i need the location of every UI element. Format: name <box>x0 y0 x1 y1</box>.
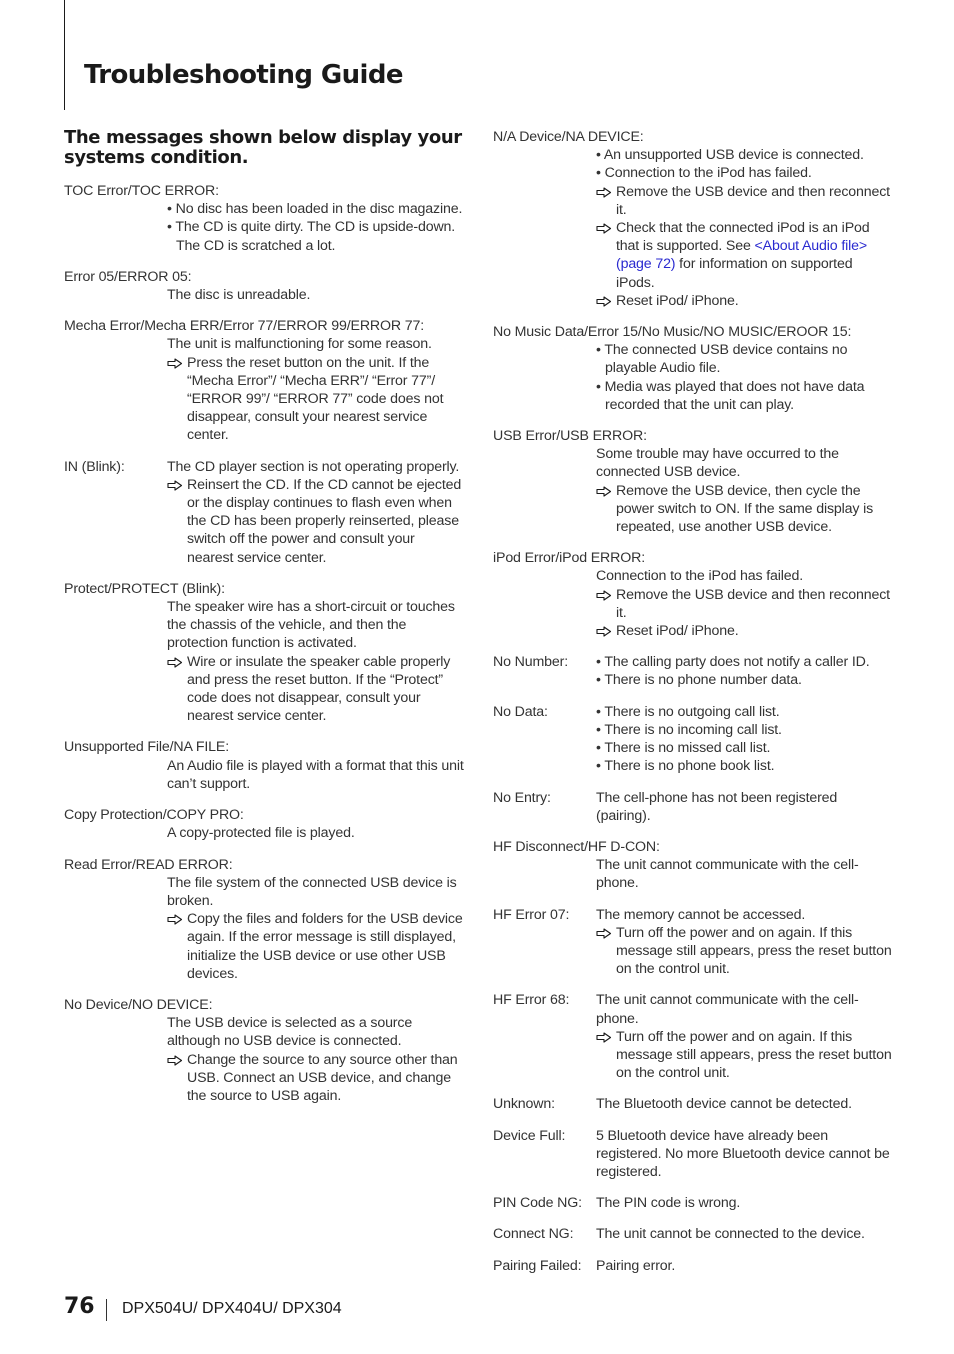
message-label: HF Error 07: <box>493 906 570 923</box>
page-number: 76 <box>64 1294 95 1319</box>
remedy-step <box>167 354 464 445</box>
message-entry <box>64 317 464 444</box>
remedy-step <box>167 653 464 726</box>
cause-bullet: • There is no phone book list. <box>596 758 775 775</box>
message-label: Connect NG: <box>493 1226 574 1243</box>
message-entry <box>493 1194 893 1212</box>
remedy-text: Reset iPod/ iPhone. <box>616 623 739 640</box>
message-description <box>167 874 464 983</box>
cause-bullet: • The connected USB device contains no playable Audio file. <box>596 342 848 377</box>
remedy-step <box>167 910 464 983</box>
remedy-step <box>596 292 893 310</box>
message-entry <box>64 738 464 793</box>
message-description <box>596 653 893 689</box>
message-label: USB Error/USB ERROR: <box>493 428 647 445</box>
message-description <box>596 1095 893 1113</box>
message-label: Mecha Error/Mecha ERR/Error 77/ERROR 99/ERROR 77: <box>64 318 425 335</box>
cause-bullet: • There is no incoming call list. <box>596 721 782 738</box>
cause-bullet: • There is no phone number data. <box>596 672 802 689</box>
remedy-step <box>596 586 893 622</box>
message-label: Unknown: <box>493 1096 555 1113</box>
right-hollow-arrow-icon <box>167 358 183 369</box>
message-entry <box>493 323 893 414</box>
message-entry <box>493 653 893 689</box>
message-description <box>596 906 893 979</box>
message-label: Device Full: <box>493 1127 566 1144</box>
message-description <box>596 1225 893 1243</box>
message-description <box>596 146 893 310</box>
cause-text: A copy-protected file is played. <box>167 825 355 842</box>
cause-text: The USB device is selected as a source although no USB device is connected. <box>167 1015 413 1050</box>
remedy-step <box>596 183 893 219</box>
message-label: Copy Protection/COPY PRO: <box>64 807 244 824</box>
left-entries <box>64 182 464 1105</box>
message-entry <box>493 1095 893 1113</box>
message-description <box>596 856 893 892</box>
remedy-step <box>596 482 893 537</box>
cause-text: The PIN code is wrong. <box>596 1195 741 1212</box>
message-label: TOC Error/TOC ERROR: <box>64 183 219 199</box>
footer-divider <box>106 1299 107 1321</box>
cause-text: The CD player section is not operating properly. <box>167 458 460 475</box>
remedy-text: Copy the files and folders for the USB device again. If the error message is still displayed, initialize the USB device or use other USB devices. <box>187 911 463 982</box>
cause-text: An Audio file is played with a format that this unit can’t support. <box>167 757 464 792</box>
message-entry <box>64 806 464 842</box>
cause-bullet: • The calling party does not notify a caller ID. <box>596 654 870 671</box>
cause-bullet: • Connection to the iPod has failed. <box>596 165 812 182</box>
message-description <box>167 598 464 725</box>
message-label: No Device/NO DEVICE: <box>64 996 213 1013</box>
cause-text: The speaker wire has a short-circuit or touches the chassis of the vehicle, and then the protection function is activated. <box>167 599 455 652</box>
message-label: No Data: <box>493 703 548 720</box>
right-hollow-arrow-icon <box>596 486 612 497</box>
remedy-step <box>596 622 893 640</box>
message-entry <box>64 856 464 983</box>
message-label: Read Error/READ ERROR: <box>64 856 233 873</box>
cause-text: The unit cannot communicate with the cell-phone. <box>596 992 859 1027</box>
right-hollow-arrow-icon <box>596 1032 612 1043</box>
message-entry <box>64 182 464 255</box>
remedy-step <box>596 219 893 292</box>
section-heading: The messages shown below display your systems condition. <box>64 127 462 168</box>
cause-text: The Bluetooth device cannot be detected. <box>596 1096 852 1113</box>
page-title: Troubleshooting Guide <box>84 60 403 90</box>
right-hollow-arrow-icon <box>167 657 183 668</box>
message-entry <box>493 1225 893 1243</box>
remedy-step <box>167 1051 464 1106</box>
cause-bullet: • Media was played that does not have data recorded that the unit can play. <box>596 378 865 413</box>
remedy-text: Turn off the power and on again. If this message still appears, press the reset button on the control unit. <box>616 1028 892 1082</box>
remedy-text: Wire or insulate the speaker cable properly and press the reset button. If the “Protect” code does not disappear, consult your nearest service center. <box>187 653 451 725</box>
message-description <box>596 789 893 825</box>
message-description <box>167 757 464 793</box>
cause-bullet: • There is no outgoing call list. <box>596 703 780 720</box>
right-hollow-arrow-icon <box>596 928 612 939</box>
right-hollow-arrow-icon <box>167 480 183 491</box>
cause-text: Connection to the iPod has failed. <box>596 568 804 585</box>
message-label: Unsupported File/NA FILE: <box>64 739 230 756</box>
message-description <box>167 335 464 444</box>
cause-text: The file system of the connected USB device is broken. <box>167 874 457 909</box>
remedy-text: Change the source to any source other than USB. Connect an USB device, and change the source to USB again. <box>187 1051 458 1104</box>
remedy-text: Remove the USB device and then reconnect it. <box>616 183 890 218</box>
remedy-text: Remove the USB device, then cycle the power switch to ON. If the same display is repeated, use another USB device. <box>616 482 874 536</box>
right-hollow-arrow-icon <box>596 187 612 198</box>
right-hollow-arrow-icon <box>596 296 612 307</box>
message-description <box>167 824 464 842</box>
left-column <box>64 128 464 1118</box>
message-description <box>596 1257 893 1275</box>
remedy-text-continued: for information on supported iPods. <box>616 256 853 291</box>
remedy-text: Reset iPod/ iPhone. <box>616 292 739 309</box>
remedy-step <box>167 476 464 567</box>
cause-bullet: • The CD is quite dirty. The CD is upside-down. The CD is scratched a lot. <box>167 219 456 254</box>
message-entry <box>493 838 893 893</box>
message-entry <box>493 128 893 310</box>
cause-text: The unit is malfunctioning for some reason. <box>167 336 432 353</box>
remedy-text: Turn off the power and on again. If this message still appears, press the reset button on the control unit. <box>616 924 892 978</box>
message-entry <box>493 549 893 640</box>
cause-text: Some trouble may have occurred to the connected USB device. <box>596 446 839 481</box>
remedy-text: Reinsert the CD. If the CD cannot be ejected or the display continues to flash even when the CD has been properly reinserted, please switch off the power and consult your nearest service center. <box>187 476 462 566</box>
message-label: N/A Device/NA DEVICE: <box>493 129 644 145</box>
cause-bullet: • No disc has been loaded in the disc magazine. <box>167 201 463 218</box>
right-hollow-arrow-icon <box>596 223 612 234</box>
remedy-text: Check that the connected iPod is an iPod that is supported. See <box>616 220 870 255</box>
message-description <box>167 200 464 255</box>
message-label: PIN Code NG: <box>493 1195 582 1212</box>
message-label: iPod Error/iPod ERROR: <box>493 550 646 567</box>
message-description <box>596 703 893 776</box>
message-label: No Number: <box>493 654 568 671</box>
right-column <box>493 128 893 1288</box>
message-entry <box>493 703 893 776</box>
message-entry <box>64 996 464 1105</box>
message-description <box>596 1194 893 1212</box>
message-description <box>167 286 464 304</box>
message-description <box>596 341 893 414</box>
remedy-text: Remove the USB device and then reconnect it. <box>616 586 890 621</box>
message-description <box>167 458 464 567</box>
message-entry <box>493 427 893 536</box>
message-label: Pairing Failed: <box>493 1257 582 1274</box>
right-hollow-arrow-icon <box>596 626 612 637</box>
message-label: Protect/PROTECT (Blink): <box>64 580 225 597</box>
page-reference-link[interactable]: <About Audio file> (page 72) <box>616 238 867 273</box>
message-entry <box>493 991 893 1082</box>
cause-text: The cell-phone has not been registered (pairing). <box>596 789 838 824</box>
cause-text: The unit cannot communicate with the cell-phone. <box>596 857 859 892</box>
message-label: HF Disconnect/HF D-CON: <box>493 838 660 855</box>
cause-text: The unit cannot be connected to the device. <box>596 1226 865 1243</box>
header-rule <box>64 0 65 110</box>
cause-text: Pairing error. <box>596 1257 676 1274</box>
cause-bullet: • There is no missed call list. <box>596 740 771 757</box>
cause-text: The memory cannot be accessed. <box>596 906 806 923</box>
remedy-step <box>596 924 893 979</box>
message-entry <box>64 580 464 726</box>
remedy-text: Press the reset button on the unit. If the “Mecha Error”/ “Mecha ERR”/ “Error 77”/ “ERROR 99”/ “ERROR 77” code does not disappear, consult your nearest service center. <box>187 354 444 444</box>
message-entry <box>493 1127 893 1182</box>
cause-bullet: • An unsupported USB device is connected. <box>596 147 864 164</box>
message-label: IN (Blink): <box>64 458 125 475</box>
message-entry <box>64 458 464 567</box>
message-description <box>167 1014 464 1105</box>
right-hollow-arrow-icon <box>167 914 183 925</box>
message-entry <box>493 906 893 979</box>
message-label: Error 05/ERROR 05: <box>64 268 192 285</box>
message-label: No Music Data/Error 15/No Music/NO MUSIC/EROOR 15: <box>493 324 852 341</box>
message-description <box>596 567 893 640</box>
message-entry <box>493 1257 893 1275</box>
remedy-step <box>596 1028 893 1083</box>
right-hollow-arrow-icon <box>596 590 612 601</box>
message-entry <box>64 268 464 304</box>
footer-model-names: DPX504U/ DPX404U/ DPX304 <box>122 1300 342 1317</box>
right-hollow-arrow-icon <box>167 1055 183 1066</box>
message-description <box>596 445 893 536</box>
cause-text: The disc is unreadable. <box>167 287 311 304</box>
message-label: HF Error 68: <box>493 992 570 1009</box>
message-description <box>596 1127 893 1182</box>
message-label: No Entry: <box>493 789 551 806</box>
message-entry <box>493 789 893 825</box>
cause-text: 5 Bluetooth device have already been registered. No more Bluetooth device cannot be registered. <box>596 1127 890 1180</box>
message-description <box>596 991 893 1082</box>
right-entries <box>493 128 893 1275</box>
